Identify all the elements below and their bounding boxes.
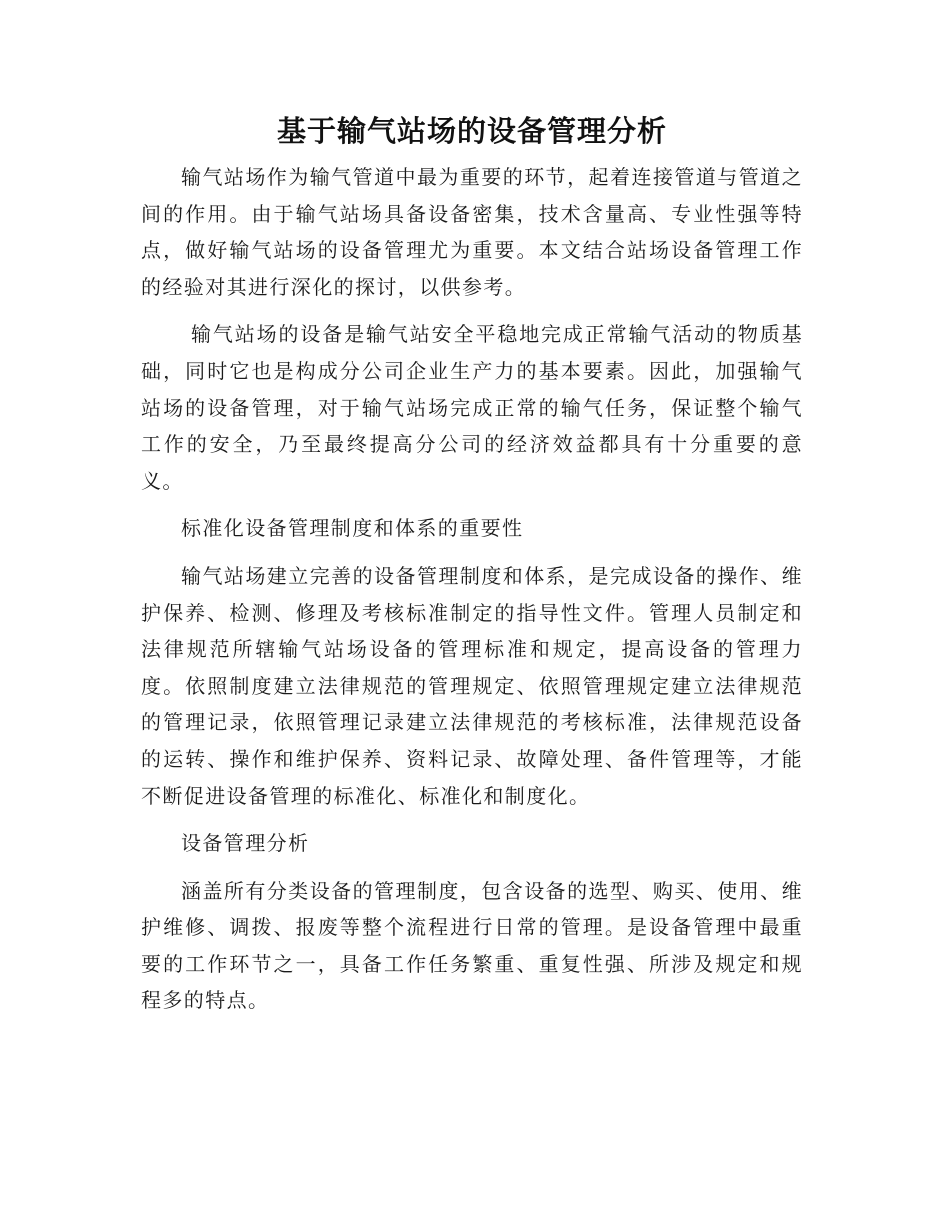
document-title: 基于输气站场的设备管理分析 — [276, 114, 667, 148]
document-body — [141, 108, 803, 1019]
paragraph-management-system: 输气站场建立完善的设备管理制度和体系，是完成设备的操作、维护保养、检测、修理及考核标准制定的指导性文件。管理人员制定和法律规范所辖输气站场设备的管理标准和规定，提高设备的管理力度。依照制度建立法律规范的管理规定、依照管理规定建立法律规范的管理记录，依照管理记录建立法律规范的考核标准，法律规范设备的运转、操作和维护保养、资料记录、故障处理、备件管理等，才能不断促进设备管理的标准化、标准化和制度化。 — [141, 563, 803, 808]
paragraph-analysis: 涵盖所有分类设备的管理制度，包含设备的选型、购买、使用、维护维修、调拨、报废等整个流程进行日常的管理。是设备管理中最重要的工作环节之一，具备工作任务繁重、重复性强、所涉及规定和规程多的特点。 — [141, 878, 803, 1013]
section-heading-standardization: 标准化设备管理制度和体系的重要性 — [181, 516, 524, 541]
paragraph-equipment-basis: 输气站场的设备是输气站安全平稳地完成正常输气活动的物质基础，同时它也是构成分公司企业生产力的基本要素。因此，加强输气站场的设备管理，对于输气站场完成正常的输气任务，保证整个输气工作的安全，乃至最终提高分公司的经济效益都具有十分重要的意义。 — [141, 322, 803, 493]
paragraph-intro: 输气站场作为输气管道中最为重要的环节，起着连接管道与管道之间的作用。由于输气站场具备设备密集，技术含量高、专业性强等特点，做好输气站场的设备管理尤为重要。本文结合站场设备管理工作的经验对其进行深化的探讨，以供参考。 — [141, 165, 803, 299]
section-heading-analysis: 设备管理分析 — [181, 831, 310, 856]
